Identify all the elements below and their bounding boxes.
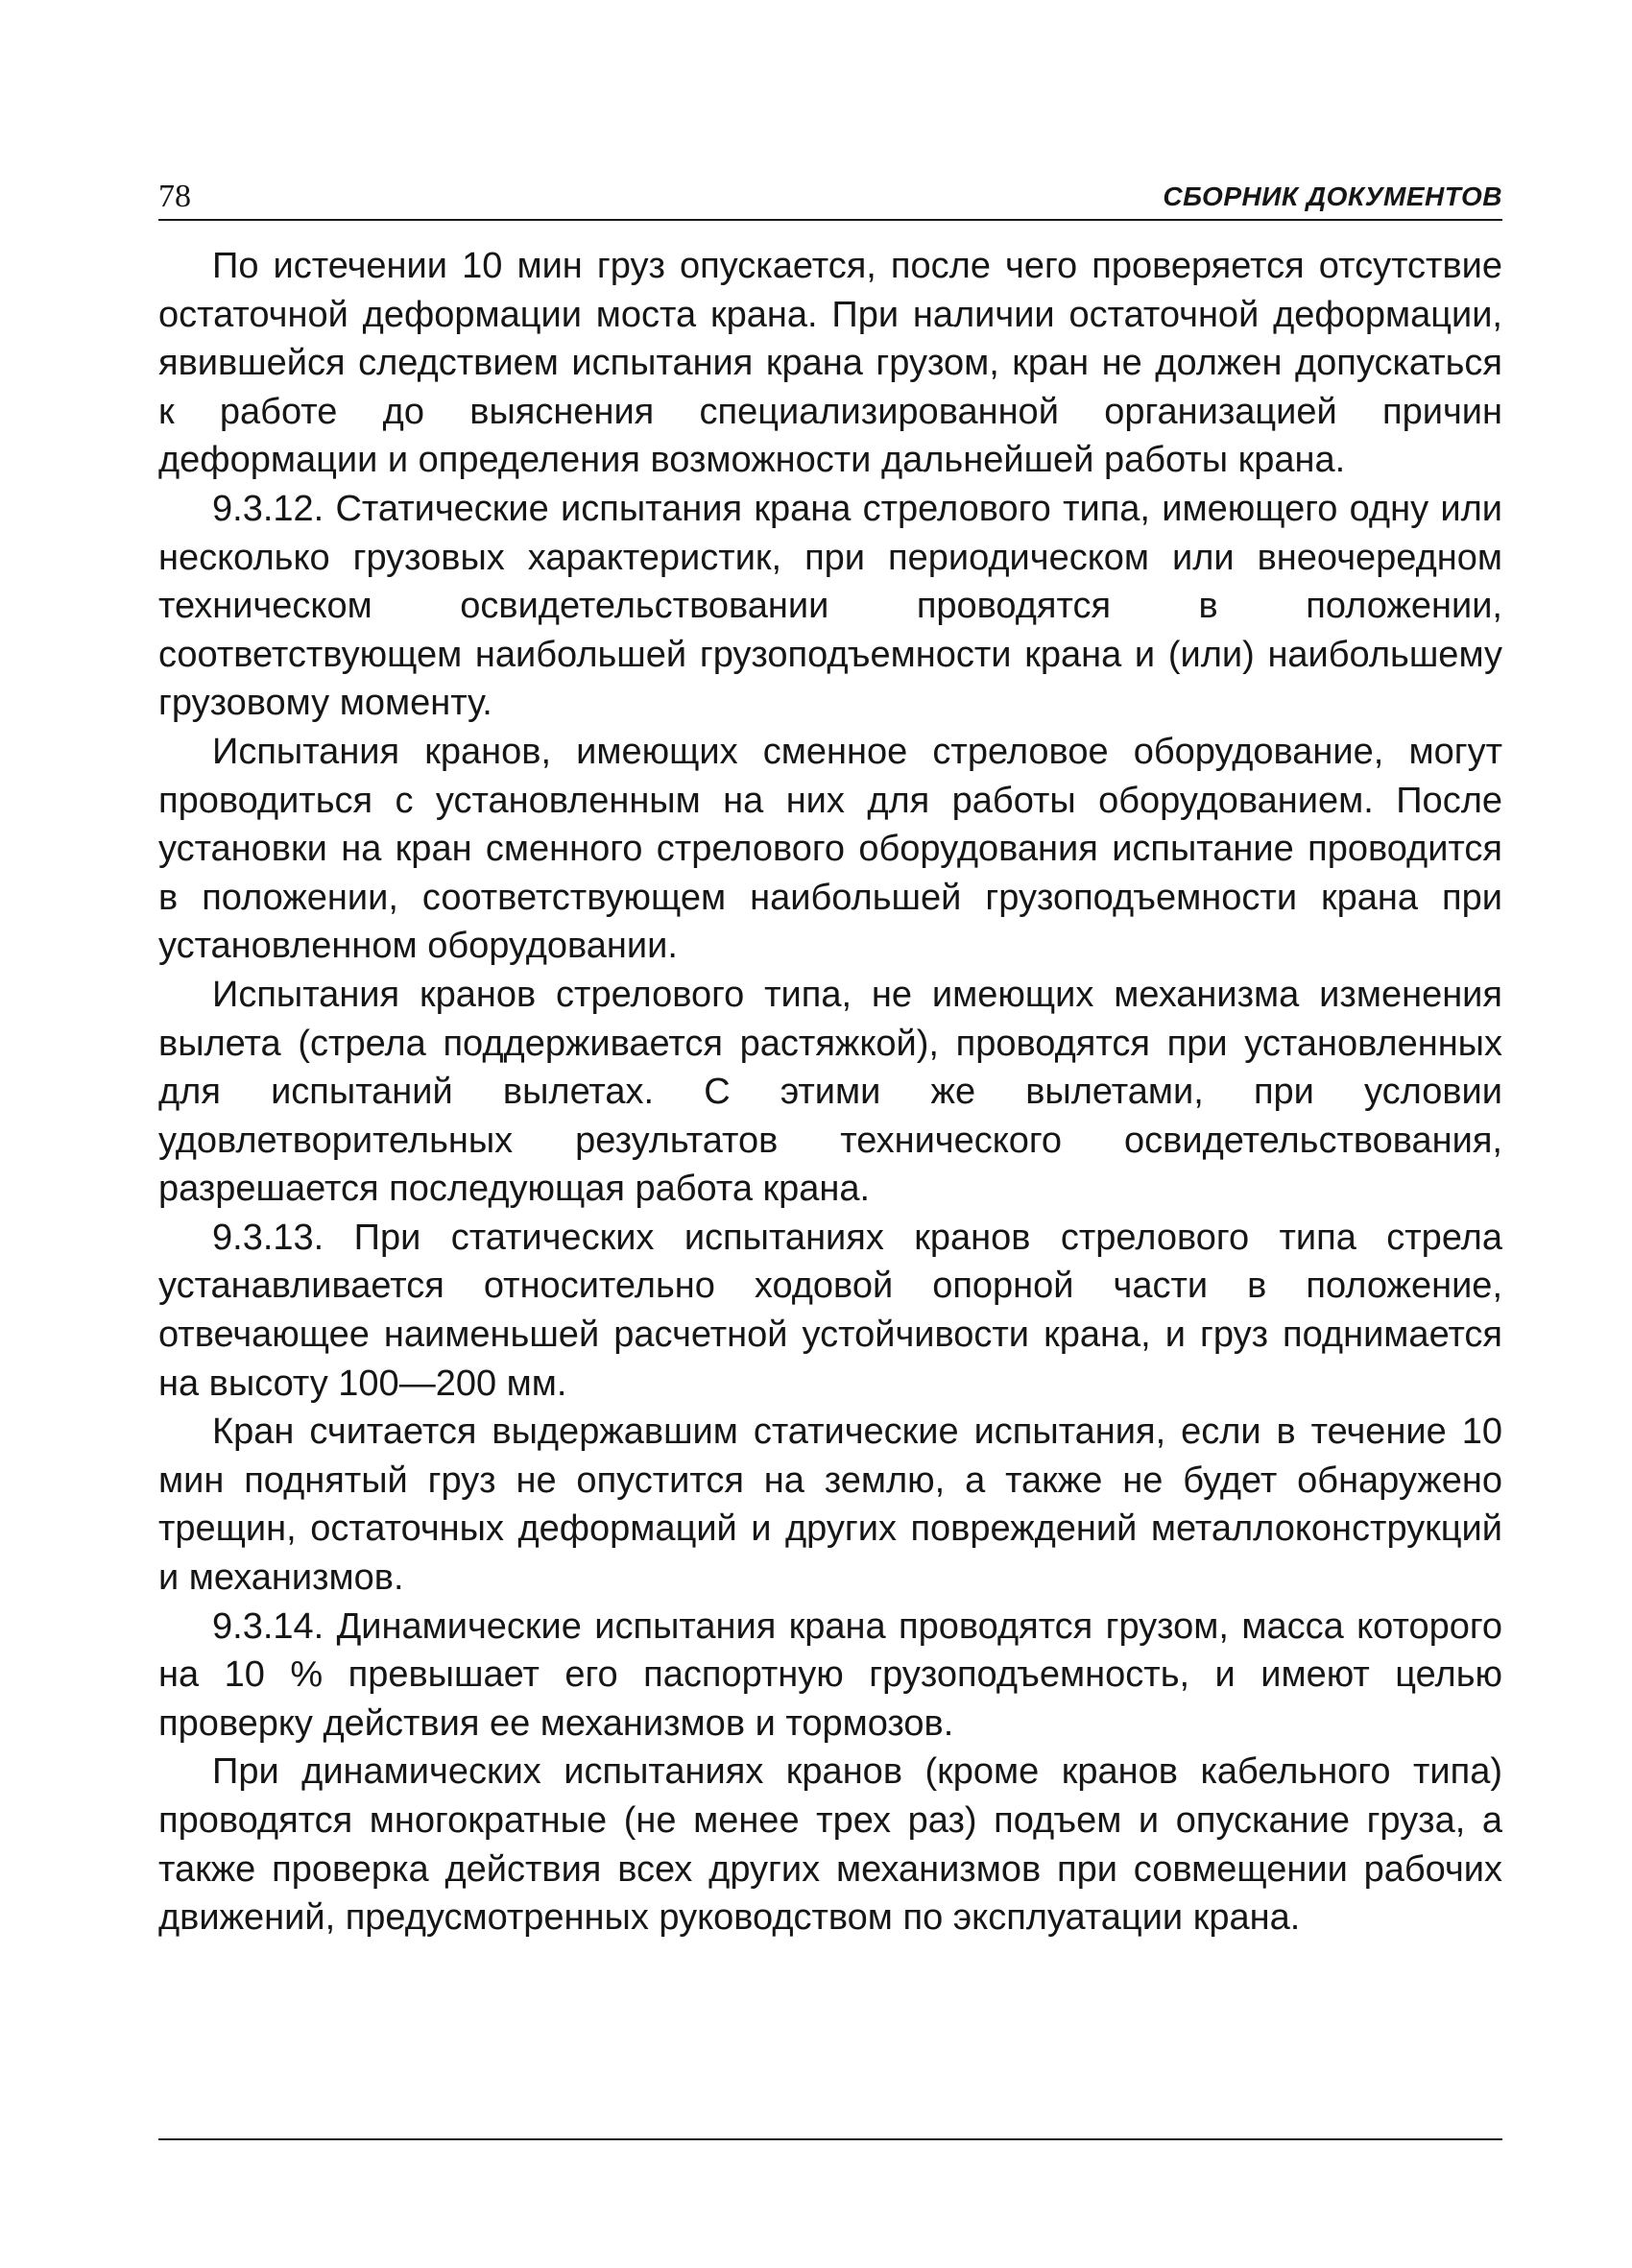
paragraph: По истечении 10 мин груз опускается, после чего проверяется отсутствие остаточной деформации моста крана. При наличии остаточной деформации, явившейся следствием испытания крана грузом, кран не должен допускаться к работе до выяснения специализированной организацией причин деформации и определения возможности дальнейшей работы крана. [158,246,1502,481]
header-rule [158,219,1502,221]
paragraph: 9.3.12. Статические испытания крана стрелового типа, имеющего одну или несколько грузовых характеристик, при периодическом или внеочередном техническом освидетельствовании проводятся в положении, соответствующем наибольшей грузоподъемности крана и (или) наибольшему грузовому моменту. [158,488,1502,724]
running-head [158,175,1502,219]
footer-rule [158,2138,1502,2140]
paragraph: Кран считается выдержавшим статические испытания, если в течение 10 мин поднятый груз не опустится на землю, а также не будет обнаружено трещин, остаточных деформаций и других повреждений металлоконструкций и механизмов. [158,1411,1502,1599]
paragraph: Испытания кранов стрелового типа, не имеющих механизма изменения вылета (стрела поддерживается растяжкой), проводятся при установленных для испытаний вылетах. С этими же вылетами, при условии удовлетворительных результатов технического освидетельствования, разрешается последующая работа крана. [158,974,1502,1210]
body-text [158,242,1502,1942]
collection-title: СБОРНИК ДОКУМЕНТОВ [1163,181,1502,211]
page-number: 78 [158,179,191,214]
paragraph: 9.3.13. При статических испытаниях кранов стрелового типа стрела устанавливается относительно ходовой опорной части в положение, отвечающее наименьшей расчетной устойчивости крана, и груз поднимается на высоту 100—200 мм. [158,1217,1502,1404]
paragraph: 9.3.14. Динамические испытания крана проводятся грузом, масса которого на 10 % превышает его паспортную грузоподъемность, и имеют целью проверку действия ее механизмов и тормозов. [158,1605,1502,1744]
paragraph: Испытания кранов, имеющих сменное стреловое оборудование, могут проводиться с установленным на них для работы оборудованием. После установки на кран сменного стрелового оборудования испытание проводится в положении, соответствующем наибольшей грузоподъемности крана при установленном оборудовании. [158,731,1502,967]
paragraph: При динамических испытаниях кранов (кроме кранов кабельного типа) проводятся многократные (не менее трех раз) подъем и опускание груза, а также проверка действия всех других механизмов при совмещении рабочих движений, предусмотренных руководством по эксплуатации крана. [158,1751,1502,1939]
